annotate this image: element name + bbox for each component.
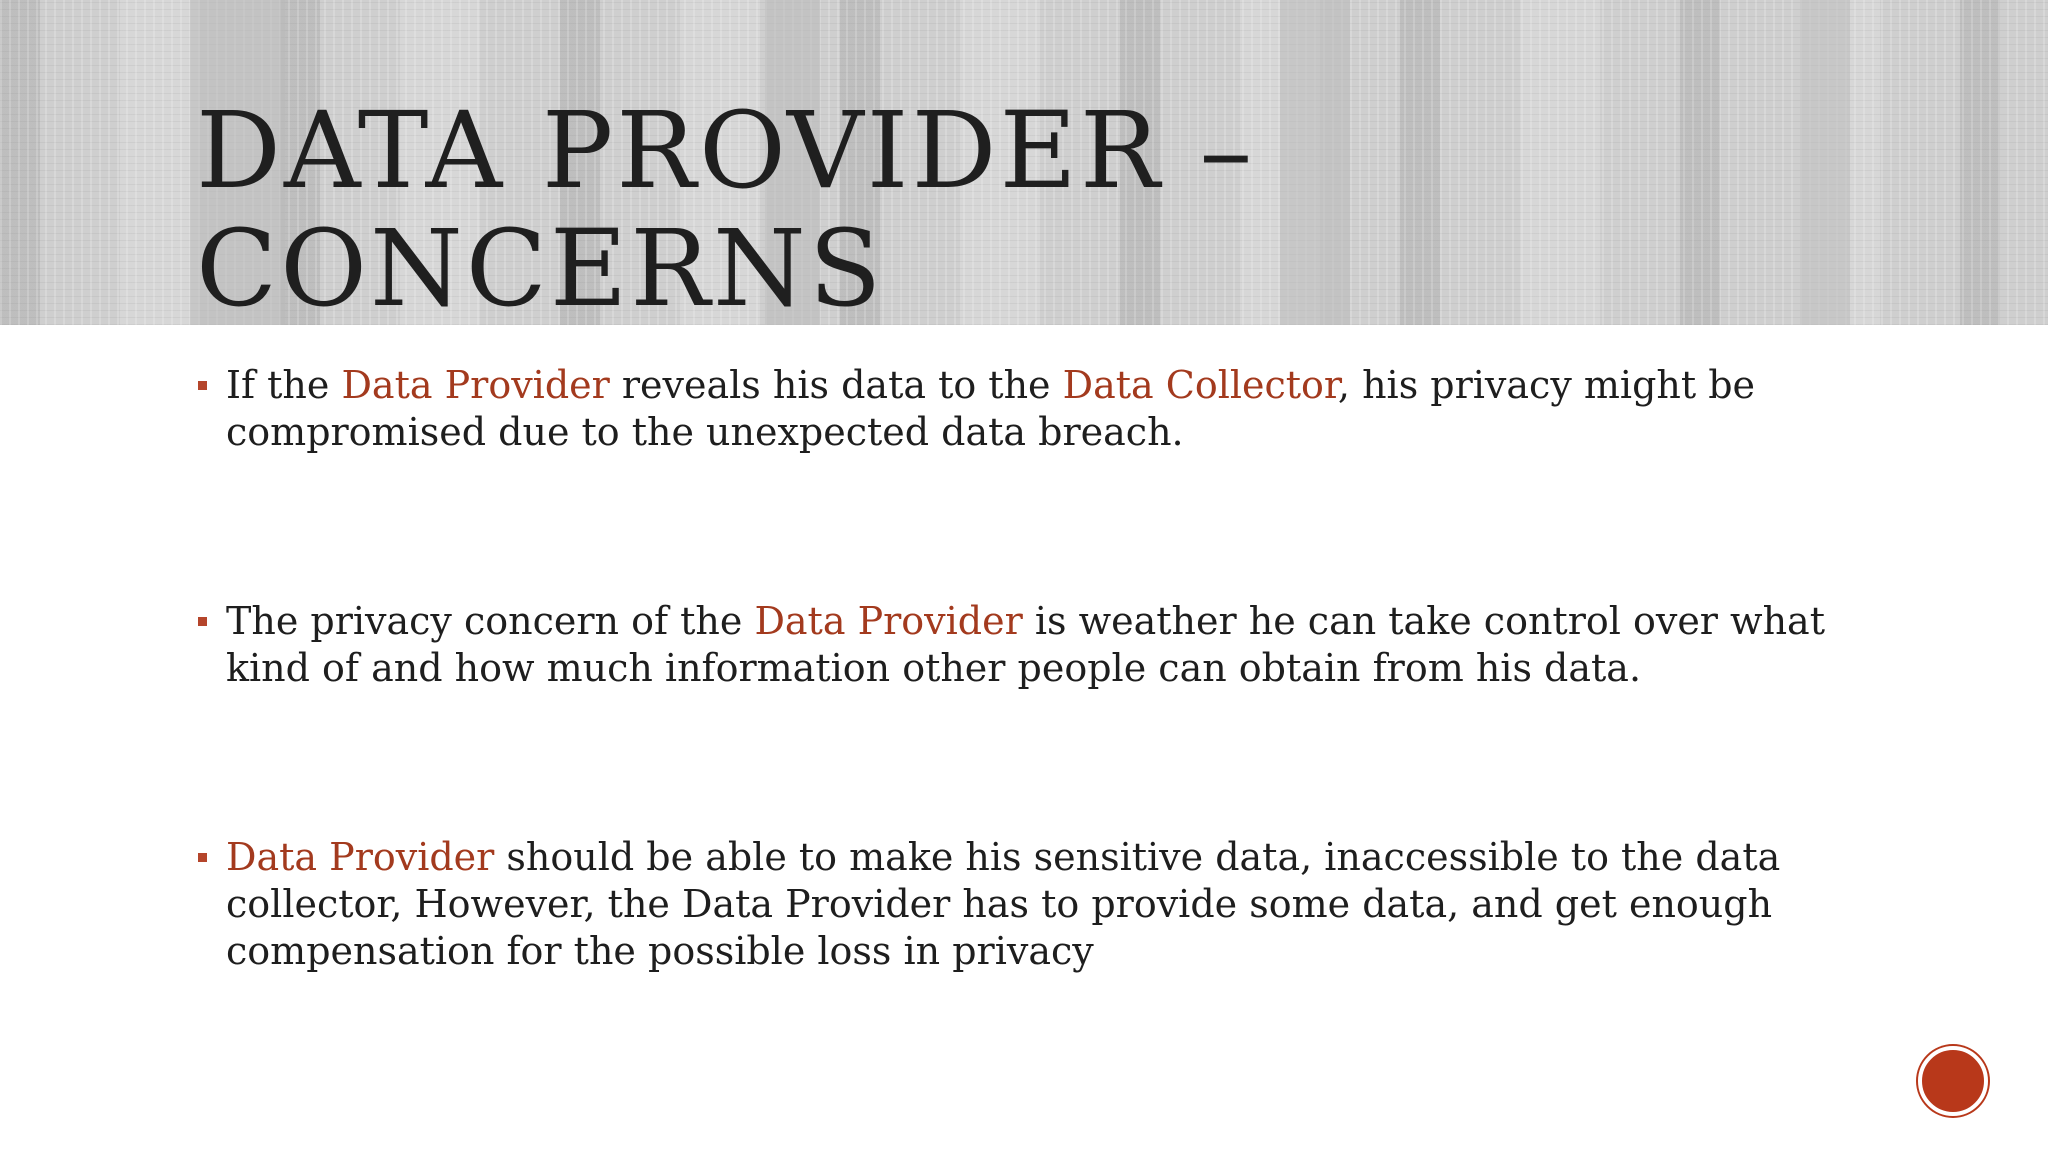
bullet-text: If the <box>226 363 342 407</box>
bullet-text: reveals his data to the <box>609 363 1063 407</box>
bullet-item <box>196 834 1896 975</box>
bullet-text: , his privacy might be compromised due to the unexpected data breach. <box>226 363 1756 454</box>
bullet-list <box>196 362 1896 975</box>
slide-title-line-1: DATA PROVIDER – <box>196 89 1256 212</box>
highlight-term: Data Provider <box>226 835 495 879</box>
highlight-term: Data Provider <box>341 363 610 407</box>
highlight-term: Data Collector <box>1062 363 1338 407</box>
bullet-text: is weather he can take control over what kind of and how much information other people can obtain from his data. <box>226 599 1825 690</box>
highlight-term: Data Provider <box>754 599 1023 643</box>
bullet-text: should be able to make his sensitive data, inaccessible to the data collector, However, the Data Provider has to provide some data, and get enough compensation for the possible loss in privacy <box>226 835 1781 973</box>
bullet-item <box>196 362 1896 456</box>
bullet-text: The privacy concern of the <box>226 599 755 643</box>
bullet-square-icon <box>198 853 207 862</box>
slide-title <box>196 89 1596 330</box>
bullet-square-icon <box>198 381 207 390</box>
bullet-square-icon <box>198 617 207 626</box>
next-slide-button[interactable] <box>1918 1046 1988 1116</box>
bullet-item <box>196 598 1896 692</box>
slide-title-line-2: CONCERNS <box>196 207 885 330</box>
texture-block <box>1800 0 1850 325</box>
